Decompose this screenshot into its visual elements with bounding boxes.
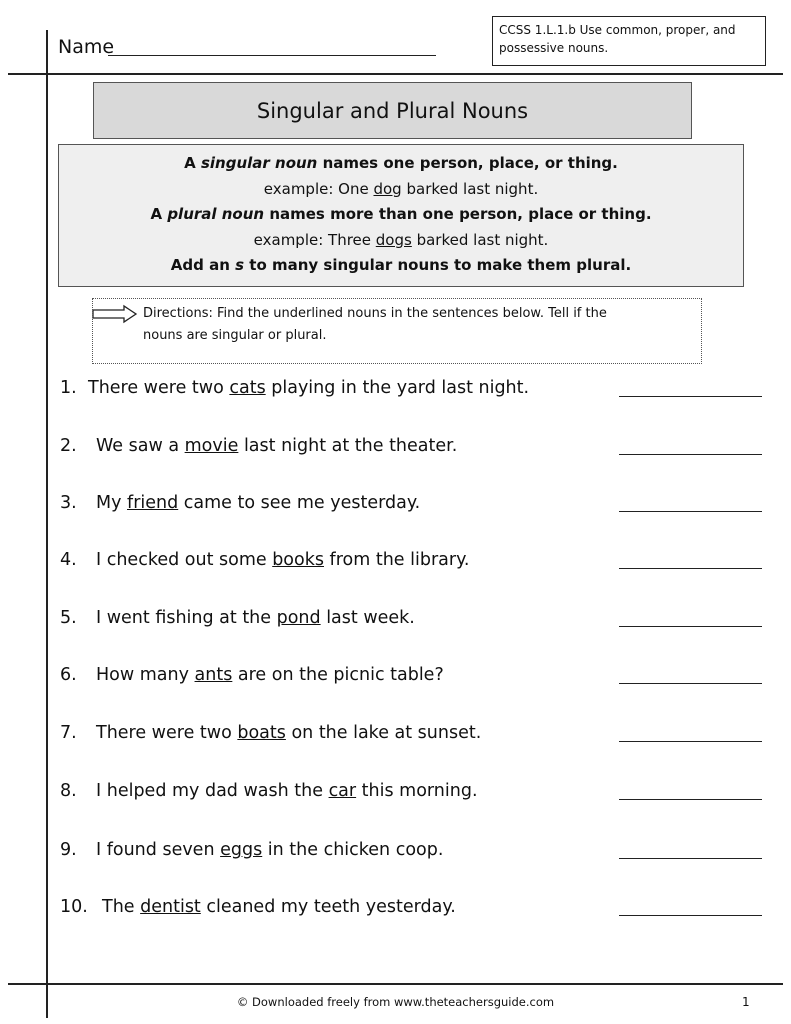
question-text: cleaned my teeth yesterday. — [200, 897, 456, 917]
question-text: My — [96, 493, 128, 513]
underlined-noun: dentist — [140, 897, 201, 917]
question-text: I checked out some — [96, 550, 273, 570]
answer-blank[interactable] — [619, 683, 762, 684]
answer-blank[interactable] — [619, 915, 762, 916]
answer-blank[interactable] — [619, 858, 762, 859]
ccss-line-1: CCSS 1.L.1.b Use common, proper, and — [499, 23, 736, 37]
example-noun: dog — [373, 179, 402, 198]
rules-box — [58, 144, 744, 287]
rule-text: Add an — [170, 256, 236, 274]
question-text: We saw a — [96, 436, 185, 456]
question-text: There were two — [88, 378, 230, 398]
directions-line-1: Directions: Find the underlined nouns in the sentences below. Tell if the — [143, 306, 607, 321]
question-number: 8. — [60, 781, 77, 801]
example-singular — [59, 177, 743, 203]
question-number: 7. — [60, 723, 77, 743]
rule-text: names one person, place, or thing. — [317, 154, 618, 172]
question-text: last week. — [320, 608, 415, 628]
question-item — [60, 436, 457, 456]
rule-text: A — [184, 154, 201, 172]
underlined-noun: friend — [127, 493, 179, 513]
directions-box — [92, 298, 702, 364]
rule-text: names more than one person, place or thing. — [264, 205, 652, 223]
question-item — [60, 378, 529, 398]
directions-line-2: nouns are singular or plural. — [143, 328, 327, 343]
name-blank-line[interactable] — [108, 55, 436, 56]
question-item — [60, 550, 470, 570]
question-text: I went fishing at the — [96, 608, 277, 628]
question-item — [60, 897, 456, 917]
page-title: Singular and Plural Nouns — [93, 82, 692, 139]
question-number: 1. — [60, 378, 77, 398]
footer-divider — [8, 983, 783, 985]
answer-blank[interactable] — [619, 396, 762, 397]
question-text: this morning. — [356, 781, 478, 801]
answer-blank[interactable] — [619, 626, 762, 627]
question-text: playing in the yard last night. — [265, 378, 530, 398]
page-number: 1 — [742, 995, 750, 1009]
rule-plural — [59, 202, 743, 228]
question-number: 6. — [60, 665, 77, 685]
example-text: barked last night. — [401, 179, 539, 198]
answer-blank[interactable] — [619, 568, 762, 569]
ccss-line-2: possessive nouns. — [499, 41, 609, 55]
underlined-noun: boats — [237, 723, 286, 743]
question-number: 2. — [60, 436, 77, 456]
question-item — [60, 840, 443, 860]
margin-vertical-rule — [46, 30, 48, 1018]
underlined-noun: eggs — [220, 840, 263, 860]
footer-credit: © Downloaded freely from www.theteachersguide.com — [236, 995, 555, 1009]
rule-add-s — [59, 253, 743, 279]
example-text: barked last night. — [411, 230, 549, 249]
header-divider — [8, 73, 783, 75]
question-text: I found seven — [96, 840, 221, 860]
question-text: There were two — [96, 723, 238, 743]
question-item — [60, 608, 415, 628]
rule-text: A — [150, 205, 168, 223]
ccss-standard-box — [492, 16, 766, 66]
underlined-noun: car — [328, 781, 357, 801]
question-item — [60, 723, 481, 743]
rule-singular — [59, 151, 743, 177]
answer-blank[interactable] — [619, 741, 762, 742]
question-item — [60, 493, 420, 513]
answer-blank[interactable] — [619, 799, 762, 800]
question-number: 5. — [60, 608, 77, 628]
question-text: from the library. — [323, 550, 470, 570]
question-text: came to see me yesterday. — [178, 493, 421, 513]
question-number: 10. — [60, 897, 88, 917]
answer-blank[interactable] — [619, 511, 762, 512]
underlined-noun: ants — [194, 665, 233, 685]
underlined-noun: cats — [229, 378, 266, 398]
example-text: example: Three — [253, 230, 376, 249]
question-text: on the lake at sunset. — [285, 723, 482, 743]
name-label: Name — [58, 36, 115, 58]
example-plural — [59, 228, 743, 254]
example-noun: dogs — [375, 230, 412, 249]
letter-s: s — [235, 256, 245, 274]
question-number: 4. — [60, 550, 77, 570]
underlined-noun: pond — [276, 608, 321, 628]
question-text: in the chicken coop. — [262, 840, 444, 860]
term-plural-noun: plural noun — [167, 205, 265, 223]
rule-text: to many singular nouns to make them plural. — [244, 256, 632, 274]
question-item — [60, 665, 444, 685]
question-text: last night at the theater. — [238, 436, 458, 456]
question-text: How many — [96, 665, 195, 685]
question-number: 3. — [60, 493, 77, 513]
question-text: I helped my dad wash the — [96, 781, 329, 801]
question-text: are on the picnic table? — [232, 665, 444, 685]
example-text: example: One — [263, 179, 374, 198]
question-text: The — [102, 897, 141, 917]
question-number: 9. — [60, 840, 77, 860]
underlined-noun: books — [272, 550, 324, 570]
question-item — [60, 781, 478, 801]
underlined-noun: movie — [184, 436, 239, 456]
answer-blank[interactable] — [619, 454, 762, 455]
term-singular-noun: singular noun — [200, 154, 318, 172]
